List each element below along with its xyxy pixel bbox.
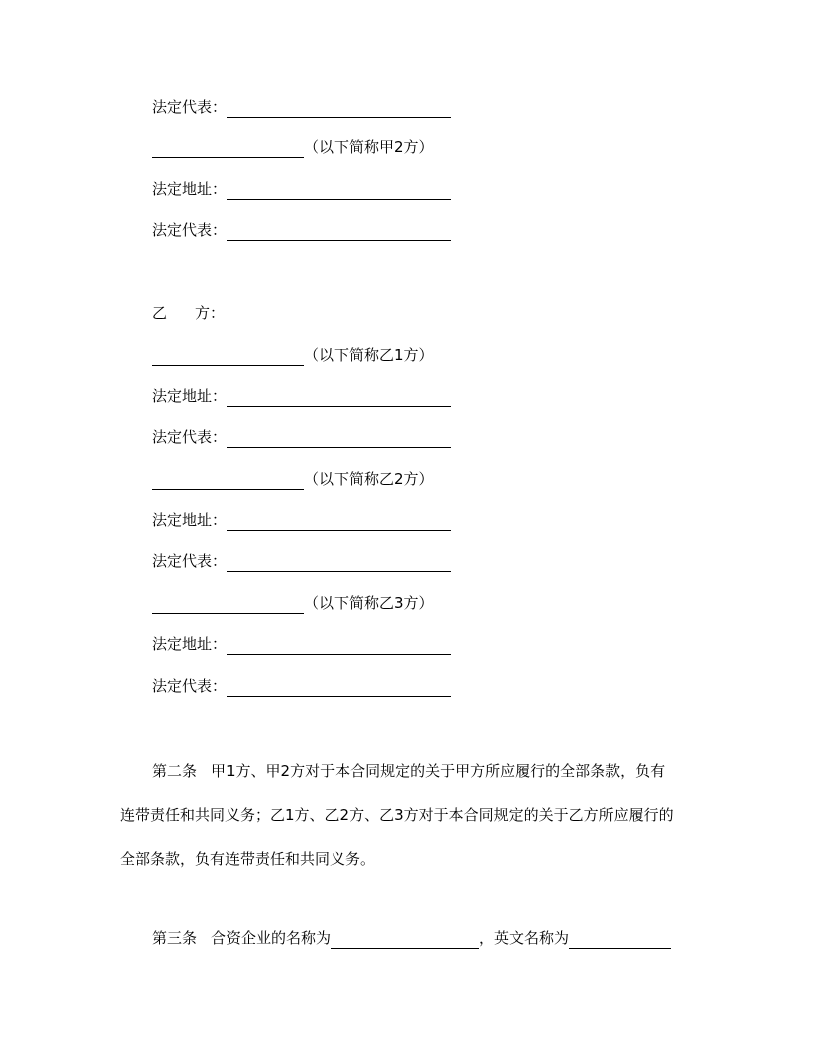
article-2-line-1 <box>120 749 710 793</box>
party-b1-name-blank-field[interactable] <box>152 347 304 366</box>
party-a2-representative-line <box>152 219 451 241</box>
representative-blank-field[interactable] <box>227 553 451 572</box>
party-a2-abbreviation: （以下简称甲2方） <box>304 138 434 156</box>
address-blank-field[interactable] <box>227 388 451 407</box>
address-label: 法定地址： <box>152 511 228 529</box>
party-b-heading-suffix: 方： <box>195 304 226 322</box>
article-2-paragraph <box>120 749 710 881</box>
party-b3-abbreviation: （以下简称乙3方） <box>304 594 434 612</box>
article-2-text-line-3: 全部条款，负有连带责任和共同义务。 <box>120 850 376 868</box>
party-a2-name-blank-field[interactable] <box>152 139 304 158</box>
article-2-line-2 <box>120 793 710 837</box>
representative-label: 法定代表： <box>152 677 228 695</box>
party-b2-address-line <box>152 509 451 531</box>
article-2-text-line-2: 连带责任和共同义务；乙1方、乙2方、乙3方对于本合同规定的关于乙方所应履行的 <box>120 806 674 824</box>
address-label: 法定地址： <box>152 180 228 198</box>
english-name-blank-field[interactable] <box>569 930 671 949</box>
representative-blank-field[interactable] <box>227 222 451 241</box>
party-a-representative-line <box>152 96 451 118</box>
party-b3-name-line <box>152 592 434 614</box>
representative-blank-field[interactable] <box>227 429 451 448</box>
article-3-text-english-name: ，英文名称为 <box>479 929 570 947</box>
article-3-line <box>152 927 671 949</box>
representative-label: 法定代表： <box>152 428 228 446</box>
representative-label: 法定代表： <box>152 552 228 570</box>
article-2-line-3 <box>120 837 710 881</box>
address-blank-field[interactable] <box>227 512 451 531</box>
address-blank-field[interactable] <box>227 181 451 200</box>
party-b3-address-line <box>152 633 451 655</box>
party-a2-name-line <box>152 136 434 158</box>
article-2-text-line-1: 甲1方、甲2方对于本合同规定的关于甲方所应履行的全部条款，负有 <box>211 762 666 780</box>
party-b2-representative-line <box>152 550 451 572</box>
party-b-heading <box>152 302 225 324</box>
address-label: 法定地址： <box>152 387 228 405</box>
article-3-text-chinese-name: 合资企业的名称为 <box>211 929 332 947</box>
article-3-number: 第三条 <box>152 929 198 947</box>
address-blank-field[interactable] <box>227 636 451 655</box>
representative-blank-field[interactable] <box>227 678 451 697</box>
party-b2-name-line <box>152 468 434 490</box>
party-b3-representative-line <box>152 675 451 697</box>
party-b1-address-line <box>152 385 451 407</box>
representative-label: 法定代表： <box>152 98 228 116</box>
party-b2-abbreviation: （以下简称乙2方） <box>304 470 434 488</box>
article-2-number: 第二条 <box>152 762 198 780</box>
party-b2-name-blank-field[interactable] <box>152 471 304 490</box>
representative-blank-field[interactable] <box>227 99 451 118</box>
address-label: 法定地址： <box>152 635 228 653</box>
party-b1-representative-line <box>152 426 451 448</box>
chinese-name-blank-field[interactable] <box>331 930 479 949</box>
party-b-heading-char: 乙 <box>152 304 168 322</box>
party-b1-name-line <box>152 344 434 366</box>
party-a2-address-line <box>152 178 451 200</box>
party-b1-abbreviation: （以下简称乙1方） <box>304 346 434 364</box>
representative-label: 法定代表： <box>152 221 228 239</box>
party-b3-name-blank-field[interactable] <box>152 595 304 614</box>
